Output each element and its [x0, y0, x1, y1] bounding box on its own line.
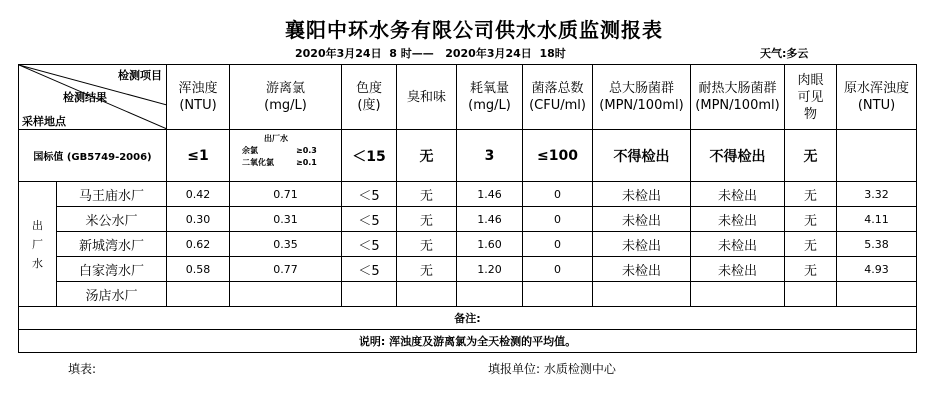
remarks-row — [19, 307, 917, 330]
chlorine-free-value: ≥0.3 — [296, 146, 317, 155]
colony-cell — [523, 282, 593, 307]
color-cell: ＜5 — [342, 182, 397, 207]
col-header: 菌落总数 (CFU/ml) — [523, 65, 593, 130]
standard-thermo-coliform: 不得检出 — [691, 130, 785, 182]
col-header: 耗氧量 (mg/L) — [457, 65, 523, 130]
odor-cell — [397, 282, 457, 307]
col-header: 游离氯 (mg/L) — [230, 65, 342, 130]
chlorine-cell — [230, 282, 342, 307]
outlet-label-text: 出厂水 — [32, 218, 43, 270]
plant-name: 白家湾水厂 — [57, 257, 167, 282]
chlorine-cell: 0.71 — [230, 182, 342, 207]
standard-cod: 3 — [457, 130, 523, 182]
coliform-cell: 未检出 — [593, 182, 691, 207]
remarks-label: 备注: — [19, 307, 917, 330]
corner-cell — [19, 65, 167, 130]
standard-visible: 无 — [785, 130, 837, 182]
thermo-coliform-cell: 未检出 — [691, 182, 785, 207]
report-title: 襄阳中环水务有限公司供水水质监测报表 — [285, 18, 663, 42]
explanation-text: 说明: 浑浊度及游离氯为全天检测的平均值。 — [19, 330, 917, 353]
turbidity-cell: 0.42 — [167, 182, 230, 207]
chlorine-cell: 0.35 — [230, 232, 342, 257]
visible-cell — [785, 282, 837, 307]
col-header: 总大肠菌群 (MPN/100ml) — [593, 65, 691, 130]
raw-turbidity-cell: 5.38 — [837, 232, 917, 257]
col-header: 浑浊度 (NTU) — [167, 65, 230, 130]
water-quality-table — [18, 64, 917, 353]
colony-cell: 0 — [523, 182, 593, 207]
cod-cell: 1.46 — [457, 182, 523, 207]
reporting-unit: 填报单位: 水质检测中心 — [488, 362, 616, 376]
color-cell: ＜5 — [342, 207, 397, 232]
chlorine-free-label: 余氯 — [242, 146, 258, 155]
coliform-cell: 未检出 — [593, 207, 691, 232]
visible-cell: 无 — [785, 207, 837, 232]
color-cell — [342, 282, 397, 307]
col-header: 色度 (度) — [342, 65, 397, 130]
colony-cell: 0 — [523, 257, 593, 282]
standard-coliform: 不得检出 — [593, 130, 691, 182]
col-header: 肉眼 可见 物 — [785, 65, 837, 130]
col-header: 耐热大肠菌群 (MPN/100ml) — [691, 65, 785, 130]
outlet-label — [19, 182, 57, 307]
thermo-coliform-cell — [691, 282, 785, 307]
standard-chlorine — [230, 130, 342, 182]
coliform-cell: 未检出 — [593, 232, 691, 257]
visible-cell: 无 — [785, 182, 837, 207]
chlorine-dioxide-label: 二氧化氯 — [242, 158, 274, 167]
plant-name: 新城湾水厂 — [57, 232, 167, 257]
cod-cell: 1.60 — [457, 232, 523, 257]
chlorine-dioxide-value: ≥0.1 — [296, 158, 317, 167]
thermo-coliform-cell: 未检出 — [691, 257, 785, 282]
visible-cell: 无 — [785, 257, 837, 282]
standard-label: 国标值 (GB5749-2006) — [19, 130, 167, 182]
chlorine-title: 出厂水 — [264, 134, 288, 143]
color-cell: ＜5 — [342, 257, 397, 282]
turbidity-cell — [167, 282, 230, 307]
weather: 天气:多云 — [760, 47, 809, 60]
color-cell: ＜5 — [342, 232, 397, 257]
colony-cell: 0 — [523, 232, 593, 257]
odor-cell: 无 — [397, 257, 457, 282]
standard-color: ＜15 — [342, 130, 397, 182]
corner-site-label: 采样地点 — [22, 115, 66, 128]
date-range: 2020年3月24日 8 时—— 2020年3月24日 18时 — [295, 47, 566, 60]
turbidity-cell: 0.58 — [167, 257, 230, 282]
odor-cell: 无 — [397, 232, 457, 257]
turbidity-cell: 0.62 — [167, 232, 230, 257]
standard-turbidity: ≤1 — [167, 130, 230, 182]
standard-row — [19, 130, 917, 182]
plant-name: 米公水厂 — [57, 207, 167, 232]
colony-cell: 0 — [523, 207, 593, 232]
raw-turbidity-cell: 4.93 — [837, 257, 917, 282]
thermo-coliform-cell: 未检出 — [691, 232, 785, 257]
cod-cell — [457, 282, 523, 307]
cod-cell: 1.46 — [457, 207, 523, 232]
plant-name: 汤店水厂 — [57, 282, 167, 307]
corner-result-label: 检测结果 — [63, 91, 107, 104]
explanation-row — [19, 330, 917, 353]
coliform-cell — [593, 282, 691, 307]
header-row — [19, 65, 917, 130]
cod-cell: 1.20 — [457, 257, 523, 282]
standard-raw-turbidity — [837, 130, 917, 182]
raw-turbidity-cell: 3.32 — [837, 182, 917, 207]
chlorine-cell: 0.31 — [230, 207, 342, 232]
odor-cell: 无 — [397, 207, 457, 232]
table-row — [19, 232, 917, 257]
col-header: 臭和味 — [397, 65, 457, 130]
turbidity-cell: 0.30 — [167, 207, 230, 232]
chlorine-cell: 0.77 — [230, 257, 342, 282]
table-row — [19, 207, 917, 232]
col-header: 原水浑浊度 (NTU) — [837, 65, 917, 130]
raw-turbidity-cell — [837, 282, 917, 307]
corner-item-label: 检测项目 — [118, 69, 162, 82]
standard-colony: ≤100 — [523, 130, 593, 182]
table-row — [19, 282, 917, 307]
visible-cell: 无 — [785, 232, 837, 257]
odor-cell: 无 — [397, 182, 457, 207]
thermo-coliform-cell: 未检出 — [691, 207, 785, 232]
table-row — [19, 182, 917, 207]
coliform-cell: 未检出 — [593, 257, 691, 282]
standard-odor: 无 — [397, 130, 457, 182]
filler-label: 填表: — [68, 362, 97, 376]
plant-name: 马王庙水厂 — [57, 182, 167, 207]
raw-turbidity-cell: 4.11 — [837, 207, 917, 232]
table-row — [19, 257, 917, 282]
